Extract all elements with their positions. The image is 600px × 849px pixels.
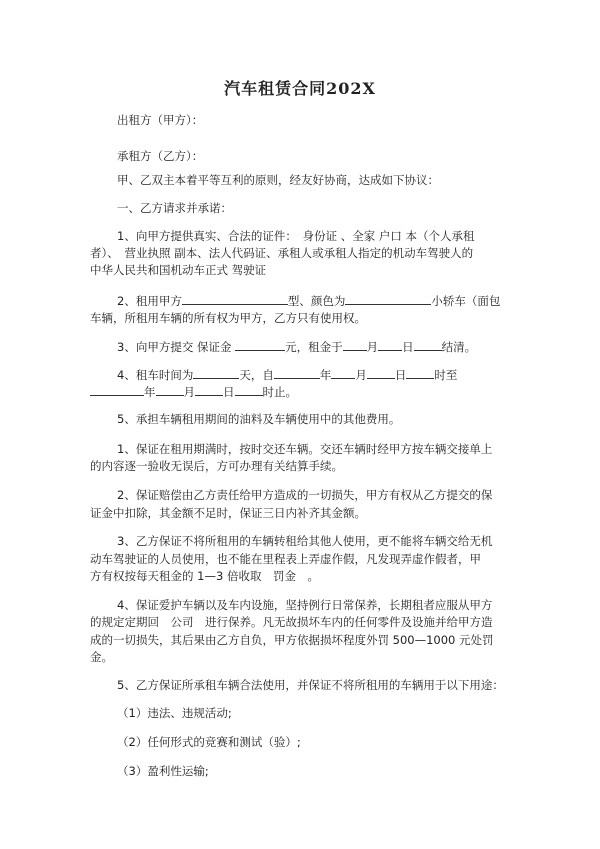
- promise-3-line-1: 3、乙方保证不将所租用的车辆转租给其他人使用，更不能将车辆交给无机: [117, 534, 493, 548]
- clause-4-text-e: 日: [394, 368, 407, 382]
- end-day-blank[interactable]: [195, 383, 223, 396]
- document-title: 汽车租赁合同202X: [224, 79, 376, 98]
- rent-settle-blank[interactable]: [414, 338, 442, 351]
- clause-2-line-1: [117, 292, 500, 309]
- rent-month-blank[interactable]: [343, 338, 367, 351]
- car-color-blank[interactable]: [345, 292, 431, 305]
- promise-4-line-2: 的规定定期回 公司 进行保养。凡无故损坏车内的任何零件及设施并给甲方造: [90, 615, 493, 629]
- promise-1-line-2: 的内容逐一验收无误后，方可办理有关结算手续。: [90, 459, 343, 473]
- clause-4-line-1: [117, 366, 457, 383]
- clause-4-text-j: 时止。: [262, 385, 297, 399]
- lessor-line: 出租方（甲方）：: [117, 113, 204, 127]
- start-month-blank[interactable]: [331, 366, 355, 379]
- clause-2-text-a: 2、租用甲方: [117, 294, 182, 308]
- clause-4-text-i: 日: [223, 385, 235, 399]
- rental-days-blank[interactable]: [193, 366, 239, 379]
- end-hour-blank[interactable]: [235, 383, 263, 396]
- rent-day-blank[interactable]: [378, 338, 402, 351]
- use-item-2: （2）任何形式的竞赛和测试（验）;: [117, 735, 301, 749]
- start-day-blank[interactable]: [367, 366, 395, 379]
- clause-4-text-a: 4、租车时间为: [117, 368, 194, 382]
- clause-2-text-c: 小轿车（面包: [431, 294, 501, 308]
- start-year-blank[interactable]: [274, 366, 320, 379]
- promise-4-line-1: 4、保证爱护车辆以及车内设施，坚持例行日常保养，长期租者应服从甲方: [117, 598, 493, 612]
- lessee-line: 承租方（乙方）：: [117, 149, 204, 163]
- promise-3-line-3: 方有权按每天租金的 1—3 倍收取 罚金 。: [90, 569, 319, 583]
- section-1-heading: 一、乙方请求并承诺：: [117, 201, 232, 215]
- clause-4-text-d: 月: [355, 368, 367, 382]
- start-hour-blank[interactable]: [406, 366, 434, 379]
- clause-4-text-b: 天，自: [239, 368, 274, 382]
- clause-4-text-h: 月: [183, 385, 195, 399]
- clause-3-text-a: 3、向甲方提交 保证金: [117, 340, 232, 354]
- promise-3-line-2: 动车驾驶证的人员使用，也不能在里程表上弄虚作假，凡发现弄虚作假者，甲: [90, 552, 481, 566]
- intro-paragraph: 甲、乙双主本着平等互利的原则，经友好协商，达成如下协议：: [117, 173, 439, 187]
- end-year-blank[interactable]: [90, 383, 144, 396]
- clause-1-line-2: 者）、 营业执照 副本、法人代码证、承租人或承租人指定的机动车驾驶人的: [90, 246, 474, 260]
- car-model-blank[interactable]: [182, 292, 288, 305]
- clause-5-line: 5、承担车辆租用期间的油料及车辆使用中的其他费用。: [117, 412, 401, 426]
- promise-2-line-2: 证金中扣除，其金额不足时，保证三日内补齐其金额。: [90, 506, 366, 520]
- clause-2-line-2: 车辆，所租用车辆的所有权为甲方，乙方只有使用权。: [90, 311, 366, 325]
- clause-4-line-2: [90, 383, 297, 400]
- clause-4-text-f: 时至: [434, 368, 458, 382]
- end-month-blank[interactable]: [156, 383, 184, 396]
- clause-3-line: [117, 338, 476, 355]
- promise-4-line-4: 金。: [90, 650, 113, 664]
- clause-1-line-3: 中华人民共和国机动车正式 驾驶证: [90, 263, 267, 277]
- use-item-3: （3）盈利性运输;: [117, 764, 209, 778]
- clause-3-text-e: 结清。: [441, 340, 477, 354]
- use-item-1: （1）违法、违规活动;: [117, 706, 232, 720]
- clause-4-text-c: 年: [319, 368, 332, 382]
- clause-3-text-c: 月: [366, 340, 379, 354]
- promise-4-line-3: 成的一切损失，其后果由乙方自负，甲方依据损坏程度外罚 500—1000 元处罚: [90, 633, 494, 647]
- promise-2-line-1: 2、保证赔偿由乙方责任给甲方造成的一切损失，甲方有权从乙方提交的保: [117, 488, 493, 502]
- promise-5-line: 5、乙方保证所承租车辆合法使用，并保证不将所租用的车辆用于以下用途：: [117, 678, 504, 692]
- deposit-amount-blank[interactable]: [235, 338, 285, 351]
- clause-3-text-b: 元，租金于: [285, 340, 343, 354]
- promise-1-line-1: 1、保证在租用期满时，按时交还车辆。交还车辆时经甲方按车辆交接单上: [117, 442, 493, 456]
- clause-4-text-g: 年: [144, 385, 156, 399]
- clause-3-text-d: 日: [402, 340, 414, 354]
- clause-2-text-b: 型、颜色为: [287, 294, 346, 308]
- clause-1-line-1: 1、向甲方提供真实、合法的证件： 身份证 、全家 户口 本（个人承租: [117, 229, 475, 243]
